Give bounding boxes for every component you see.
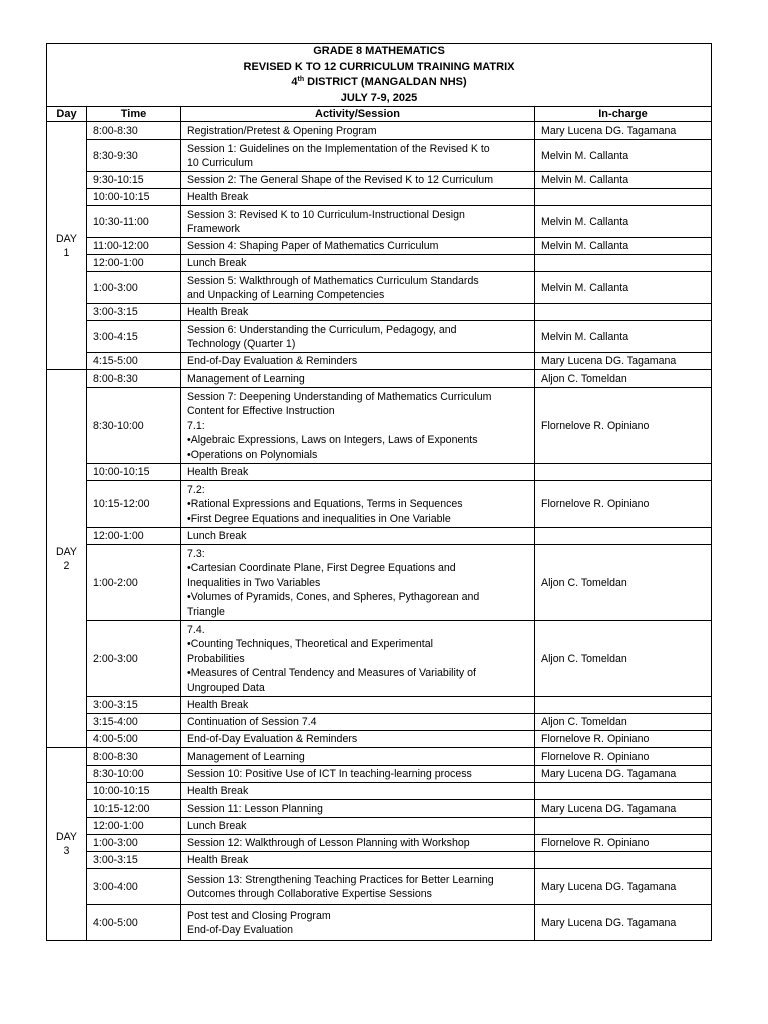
activity-line: Session 10: Positive Use of ICT In teaching-learning process (187, 768, 472, 781)
table-row (47, 272, 712, 304)
incharge-cell: Mary Lucena DG. Tagamana (535, 353, 712, 370)
time-cell: 4:15-5:00 (87, 353, 181, 370)
time-cell: 11:00-12:00 (87, 238, 181, 255)
activity-line: •Algebraic Expressions, Laws on Integers, Laws of Exponents (187, 434, 478, 447)
activity-cell (181, 835, 535, 852)
district-name: DISTRICT (MANGALDAN NHS) (304, 76, 467, 88)
incharge-cell (535, 697, 712, 714)
activity-cell (181, 818, 535, 835)
activity-cell (181, 321, 535, 353)
day-number: 1 (63, 246, 70, 259)
time-cell: 3:00-4:00 (87, 869, 181, 905)
table-row (47, 140, 712, 172)
activity-cell (181, 714, 535, 731)
activity-cell (181, 304, 535, 321)
activity-line: End-of-Day Evaluation & Reminders (187, 355, 358, 368)
activity-line: Inequalities in Two Variables (187, 576, 321, 589)
column-header-row (47, 107, 712, 122)
activity-line: •Operations on Polynomials (187, 448, 318, 461)
incharge-cell (535, 189, 712, 206)
activity-line: Triangle (187, 605, 225, 618)
incharge-cell: Melvin M. Callanta (535, 206, 712, 238)
table-row (47, 321, 712, 353)
time-cell: 4:00-5:00 (87, 731, 181, 748)
table-row (47, 800, 712, 818)
table-row (47, 370, 712, 388)
activity-line: End-of-Day Evaluation (187, 923, 293, 936)
incharge-cell: Melvin M. Callanta (535, 172, 712, 189)
activity-cell (181, 370, 535, 388)
time-cell: 10:00-10:15 (87, 783, 181, 800)
title-line-3 (53, 75, 705, 91)
table-row (47, 353, 712, 370)
activity-cell (181, 189, 535, 206)
activity-cell (181, 255, 535, 272)
table-row (47, 255, 712, 272)
incharge-cell (535, 464, 712, 481)
incharge-cell: Flornelove R. Opiniano (535, 748, 712, 766)
district-number: 4 (291, 76, 298, 88)
activity-line: Session 2: The General Shape of the Revised K to 12 Curriculum (187, 174, 494, 187)
activity-line: Health Break (187, 699, 249, 712)
activity-line: Session 4: Shaping Paper of Mathematics Curriculum (187, 240, 439, 253)
activity-line: Ungrouped Data (187, 681, 265, 694)
activity-line: Management of Learning (187, 372, 305, 385)
incharge-cell: Aljon C. Tomeldan (535, 621, 712, 697)
day-label-text: DAY (56, 232, 77, 245)
column-header-activity: Activity/Session (181, 107, 535, 122)
time-cell: 10:15-12:00 (87, 800, 181, 818)
district-ordinal: th (297, 76, 305, 83)
table-row (47, 766, 712, 783)
time-cell: 12:00-1:00 (87, 528, 181, 545)
training-matrix-table (46, 43, 712, 941)
incharge-cell: Melvin M. Callanta (535, 140, 712, 172)
incharge-cell: Flornelove R. Opiniano (535, 731, 712, 748)
time-cell: 3:00-3:15 (87, 304, 181, 321)
title-line-2: REVISED K TO 12 CURRICULUM TRAINING MATRIX (243, 60, 515, 73)
incharge-cell: Aljon C. Tomeldan (535, 370, 712, 388)
incharge-cell: Mary Lucena DG. Tagamana (535, 766, 712, 783)
time-cell: 9:30-10:15 (87, 172, 181, 189)
day-label (47, 748, 87, 941)
activity-line: Health Break (187, 854, 249, 867)
table-row (47, 852, 712, 869)
table-row (47, 869, 712, 905)
time-cell: 3:15-4:00 (87, 714, 181, 731)
incharge-cell (535, 818, 712, 835)
column-header-incharge: In-charge (535, 107, 712, 122)
time-cell: 8:00-8:30 (87, 748, 181, 766)
table-row (47, 464, 712, 481)
activity-line: Management of Learning (187, 750, 305, 763)
activity-cell (181, 172, 535, 189)
incharge-cell: Melvin M. Callanta (535, 238, 712, 255)
day-number: 2 (63, 559, 70, 572)
incharge-cell (535, 255, 712, 272)
activity-cell (181, 238, 535, 255)
time-cell: 2:00-3:00 (87, 621, 181, 697)
activity-cell (181, 545, 535, 621)
time-cell: 12:00-1:00 (87, 255, 181, 272)
activity-line: •Cartesian Coordinate Plane, First Degree Equations and (187, 562, 456, 575)
activity-line: Lunch Break (187, 530, 247, 543)
activity-line: •Measures of Central Tendency and Measures of Variability of (187, 667, 476, 680)
table-row (47, 545, 712, 621)
schedule-body (47, 122, 712, 941)
table-row (47, 748, 712, 766)
time-cell: 8:30-9:30 (87, 140, 181, 172)
title-line-4: JULY 7-9, 2025 (340, 91, 418, 104)
incharge-cell: Mary Lucena DG. Tagamana (535, 800, 712, 818)
table-row (47, 206, 712, 238)
activity-line: Registration/Pretest & Opening Program (187, 124, 377, 137)
activity-line: 7.3: (187, 547, 205, 560)
activity-cell (181, 697, 535, 714)
activity-cell (181, 731, 535, 748)
table-row (47, 835, 712, 852)
time-cell: 1:00-3:00 (87, 272, 181, 304)
incharge-cell: Melvin M. Callanta (535, 272, 712, 304)
incharge-cell: Aljon C. Tomeldan (535, 545, 712, 621)
day-number: 3 (63, 845, 70, 858)
time-cell: 8:30-10:00 (87, 388, 181, 464)
activity-cell (181, 481, 535, 528)
activity-cell (181, 800, 535, 818)
activity-cell (181, 464, 535, 481)
table-row (47, 697, 712, 714)
table-row (47, 304, 712, 321)
table-row (47, 238, 712, 255)
incharge-cell: Mary Lucena DG. Tagamana (535, 869, 712, 905)
activity-line: Continuation of Session 7.4 (187, 716, 317, 729)
table-row (47, 818, 712, 835)
activity-line: Session 5: Walkthrough of Mathematics Curriculum Standards (187, 274, 479, 287)
incharge-cell (535, 304, 712, 321)
activity-line: Framework (187, 222, 240, 235)
time-cell: 3:00-3:15 (87, 697, 181, 714)
table-row (47, 481, 712, 528)
table-row (47, 189, 712, 206)
time-cell: 10:15-12:00 (87, 481, 181, 528)
table-row (47, 621, 712, 697)
incharge-cell (535, 783, 712, 800)
activity-cell (181, 748, 535, 766)
activity-line: Lunch Break (187, 820, 247, 833)
time-cell: 8:00-8:30 (87, 370, 181, 388)
day-label (47, 122, 87, 370)
activity-line: 7.4. (187, 623, 205, 636)
incharge-cell: Mary Lucena DG. Tagamana (535, 905, 712, 941)
table-row (47, 905, 712, 941)
table-row (47, 172, 712, 189)
table-row (47, 714, 712, 731)
activity-line: Session 3: Revised K to 10 Curriculum-Instructional Design (187, 208, 465, 221)
title-row (47, 44, 712, 107)
incharge-cell: Mary Lucena DG. Tagamana (535, 122, 712, 140)
activity-line: Health Break (187, 191, 249, 204)
activity-cell (181, 353, 535, 370)
time-cell: 1:00-3:00 (87, 835, 181, 852)
table-row (47, 122, 712, 140)
activity-line: Session 1: Guidelines on the Implementation of the Revised K to (187, 142, 490, 155)
activity-cell (181, 528, 535, 545)
activity-cell (181, 272, 535, 304)
activity-line: •Rational Expressions and Equations, Terms in Sequences (187, 498, 463, 511)
activity-line: Lunch Break (187, 257, 247, 270)
activity-cell (181, 140, 535, 172)
activity-line: and Unpacking of Learning Competencies (187, 288, 385, 301)
activity-line: Session 12: Walkthrough of Lesson Planning with Workshop (187, 837, 470, 850)
time-cell: 10:00-10:15 (87, 189, 181, 206)
incharge-cell (535, 852, 712, 869)
activity-cell (181, 783, 535, 800)
activity-cell (181, 905, 535, 941)
activity-cell (181, 621, 535, 697)
activity-cell (181, 869, 535, 905)
time-cell: 10:30-11:00 (87, 206, 181, 238)
column-header-time: Time (87, 107, 181, 122)
activity-line: End-of-Day Evaluation & Reminders (187, 733, 358, 746)
activity-line: Post test and Closing Program (187, 909, 331, 922)
activity-line: Content for Effective Instruction (187, 405, 335, 418)
table-row (47, 528, 712, 545)
day-label-text: DAY (56, 545, 77, 558)
activity-line: •Volumes of Pyramids, Cones, and Spheres, Pythagorean and (187, 591, 480, 604)
activity-line: •First Degree Equations and inequalities in One Variable (187, 512, 451, 525)
document-title (47, 44, 712, 107)
activity-line: Health Break (187, 785, 249, 798)
activity-line: Probabilities (187, 652, 245, 665)
activity-line: Health Break (187, 306, 249, 319)
day-label (47, 370, 87, 748)
incharge-cell (535, 528, 712, 545)
incharge-cell: Melvin M. Callanta (535, 321, 712, 353)
incharge-cell: Flornelove R. Opiniano (535, 835, 712, 852)
activity-cell (181, 122, 535, 140)
activity-line: •Counting Techniques, Theoretical and Experimental (187, 638, 433, 651)
column-header-day: Day (47, 107, 87, 122)
activity-line: 7.2: (187, 483, 205, 496)
table-row (47, 783, 712, 800)
time-cell: 3:00-3:15 (87, 852, 181, 869)
time-cell: 8:30-10:00 (87, 766, 181, 783)
table-row (47, 388, 712, 464)
time-cell: 12:00-1:00 (87, 818, 181, 835)
activity-line: Outcomes through Collaborative Expertise Sessions (187, 887, 432, 900)
activity-line: Session 6: Understanding the Curriculum, Pedagogy, and (187, 323, 457, 336)
incharge-cell: Flornelove R. Opiniano (535, 481, 712, 528)
incharge-cell: Flornelove R. Opiniano (535, 388, 712, 464)
time-cell: 1:00-2:00 (87, 545, 181, 621)
time-cell: 8:00-8:30 (87, 122, 181, 140)
time-cell: 3:00-4:15 (87, 321, 181, 353)
day-label-text: DAY (56, 831, 77, 843)
activity-line: Health Break (187, 466, 249, 479)
time-cell: 4:00-5:00 (87, 905, 181, 941)
title-line-1: GRADE 8 MATHEMATICS (313, 45, 445, 57)
incharge-cell: Aljon C. Tomeldan (535, 714, 712, 731)
activity-cell (181, 852, 535, 869)
activity-line: Session 11: Lesson Planning (187, 802, 323, 815)
activity-line: 7.1: (187, 419, 205, 432)
activity-cell (181, 766, 535, 783)
activity-line: Session 7: Deepening Understanding of Mathematics Curriculum (187, 390, 492, 403)
time-cell: 10:00-10:15 (87, 464, 181, 481)
activity-line: 10 Curriculum (187, 156, 253, 169)
activity-line: Session 13: Strengthening Teaching Practices for Better Learning (187, 873, 494, 886)
activity-cell (181, 206, 535, 238)
activity-line: Technology (Quarter 1) (187, 337, 296, 350)
table-row (47, 731, 712, 748)
activity-cell (181, 388, 535, 464)
